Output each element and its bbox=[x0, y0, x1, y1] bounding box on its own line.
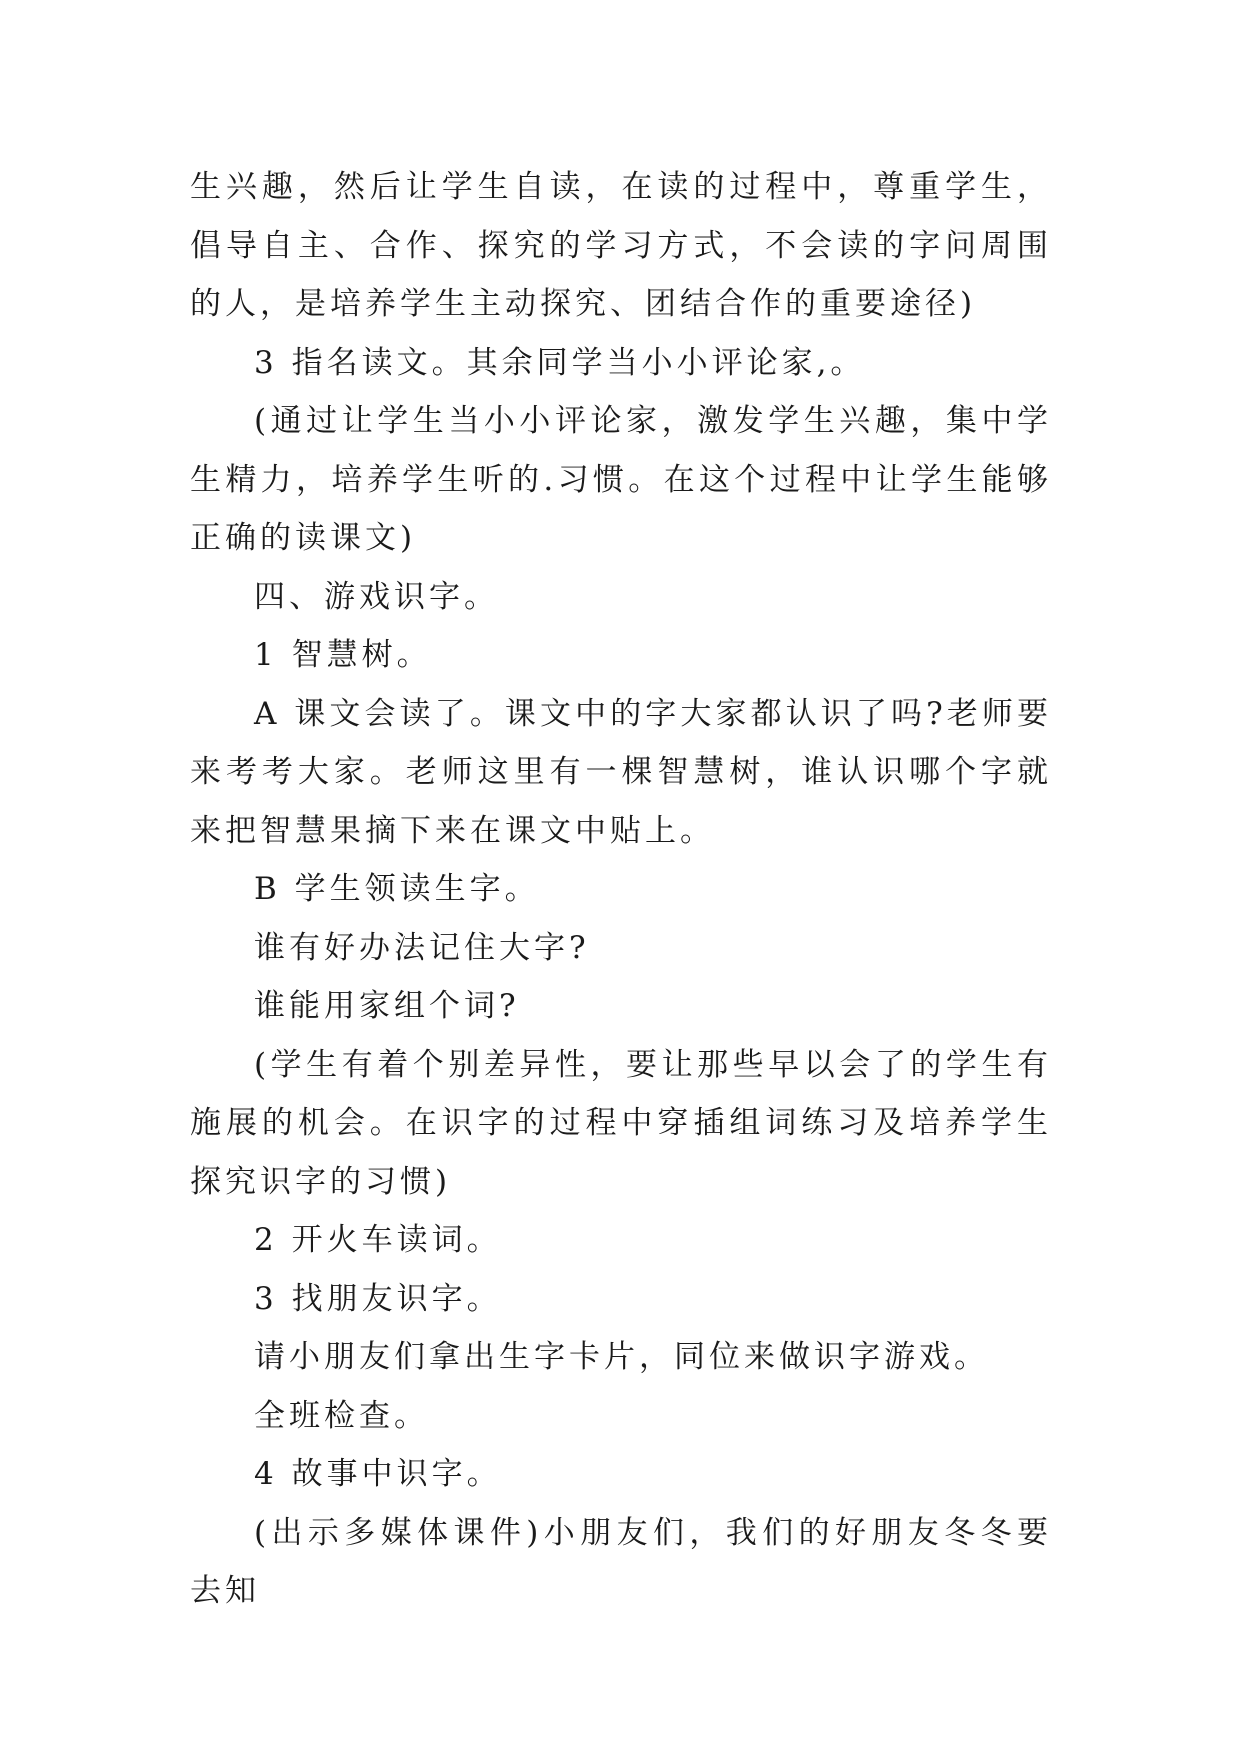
paragraph-question-word: 谁能用家组个词? bbox=[254, 988, 520, 1024]
paragraph-step-3-read-aloud: 3 指名读文。其余同学当小小评论家,。 bbox=[254, 344, 866, 381]
paragraph-item-a: A 课文会读了。课文中的字大家都认识了吗?老师要来考考大家。老师这里有一棵智慧树，谁认识哪个字就来把智慧果摘下来在课文中贴上。 bbox=[190, 695, 1052, 849]
paragraph-continuation: 生兴趣，然后让学生自读，在读的过程中，尊重学生，倡导自主、合作、探究的学习方式，不会读的字问周围的人，是培养学生主动探究、团结合作的重要途径) bbox=[190, 169, 1052, 322]
section-heading-game-literacy: 四、游戏识字。 bbox=[254, 578, 499, 615]
paragraph-story-literacy: 4 故事中识字。 bbox=[254, 1456, 502, 1492]
paragraph-wisdom-tree: 1 智慧树。 bbox=[254, 637, 432, 673]
paragraph-card-game: 请小朋友们拿出生字卡片，同位来做识字游戏。 bbox=[254, 1339, 989, 1375]
paragraph-train-reading: 2 开火车读词。 bbox=[254, 1222, 502, 1258]
paragraph-note-reviewer: (通过让学生当小小评论家，激发学生兴趣，集中学生精力，培养学生听的.习惯。在这个过程中让学生能够正确的读课文) bbox=[190, 403, 1052, 556]
paragraph-item-b: B 学生领读生字。 bbox=[254, 871, 540, 907]
paragraph-find-friends: 3 找朋友识字。 bbox=[254, 1280, 502, 1317]
paragraph-multimedia: (出示多媒体课件)小朋友们，我们的好朋友冬冬要去知 bbox=[190, 1514, 1052, 1609]
document-body bbox=[190, 158, 1052, 1621]
paragraph-question-remember: 谁有好办法记住大字? bbox=[254, 929, 590, 966]
paragraph-note-differences: (学生有着个别差异性，要让那些早以会了的学生有施展的机会。在识字的过程中穿插组词练习及培养学生探究识字的习惯) bbox=[190, 1046, 1052, 1200]
paragraph-class-check: 全班检查。 bbox=[254, 1397, 429, 1434]
